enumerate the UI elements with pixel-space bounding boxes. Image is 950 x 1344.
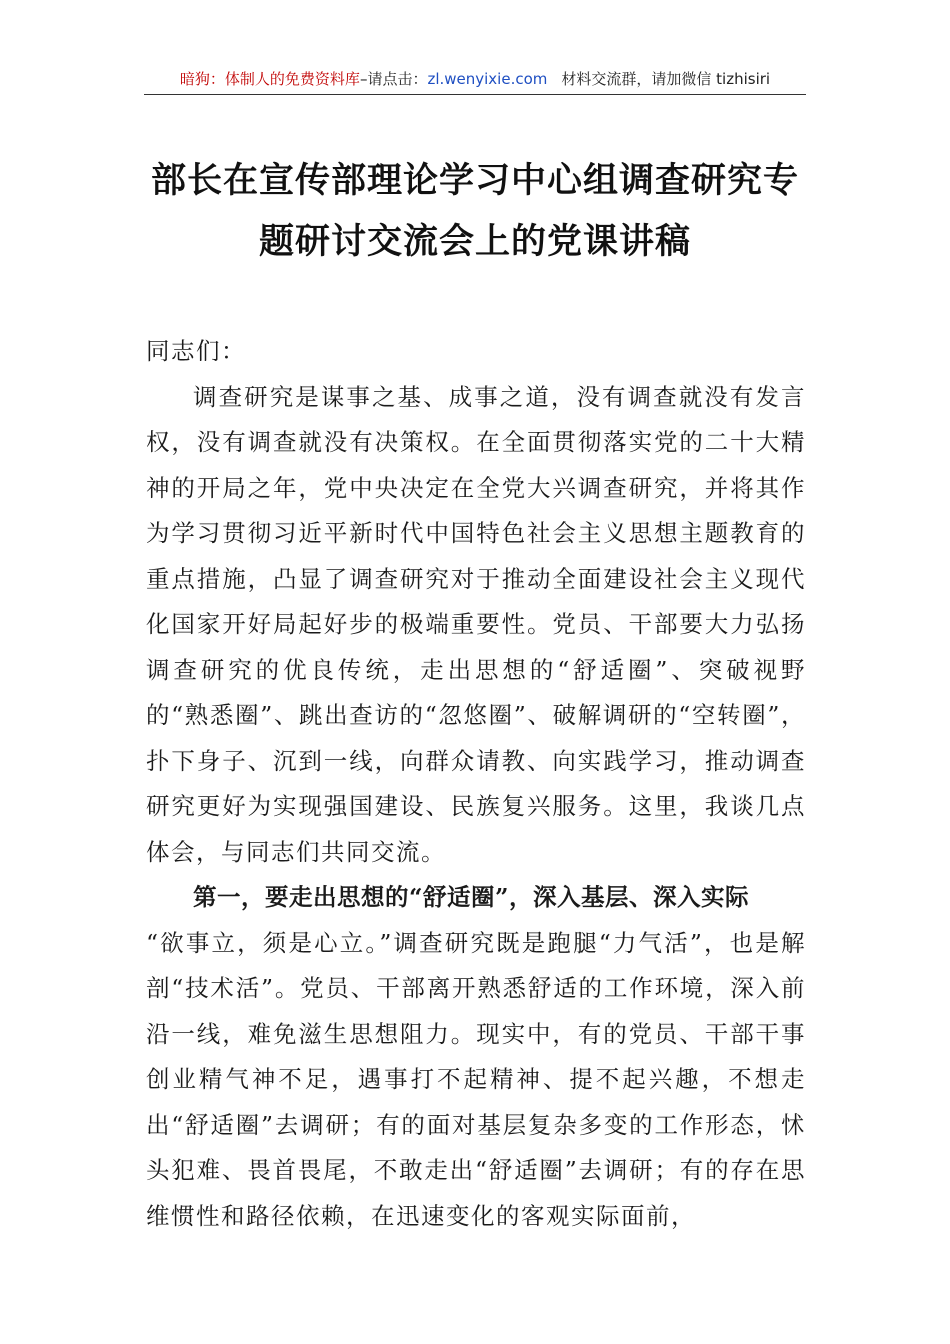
- title-line-1: 部长在宣传部理论学习中心组调查研究专: [150, 160, 799, 201]
- document-title: [144, 150, 806, 272]
- greeting: 同志们：: [146, 337, 246, 365]
- header-link[interactable]: zl.wenyixie.com: [427, 70, 548, 88]
- paragraph-2: “欲事立，须是心立。”调查研究既是跑腿“力气活”，也是解剖“技术活”。党员、干部离开熟悉舒适的工作环境，深入前沿一线，难免滋生思想阻力。现实中，有的党员、干部干事创业精气神不足，遇事打不起精神、提不起兴趣，不想走出“舒适圈”去调研；有的面对基层复杂多变的工作形态，怵头犯难、畏首畏尾，不敢走出“舒适圈”去调研；有的存在思维惯性和路径依赖，在迅速变化的客观实际面前，: [146, 928, 806, 1230]
- header-wechat: 材料交流群，请加微信 tizhisiri: [561, 70, 771, 88]
- paragraph-1: 调查研究是谋事之基、成事之道，没有调查就没有发言权，没有调查就没有决策权。在全面贯彻落实党的二十大精神的开局之年，党中央决定在全党大兴调查研究，并将其作为学习贯彻习近平新时代中国特色社会主义思想主题教育的重点措施，凸显了调查研究对于推动全面建设社会主义现代化国家开好局起好步的极端重要性。党员、干部要大力弘扬调查研究的优良传统，走出思想的“舒适圈”、突破视野的“熟悉圈”、跳出查访的“忽悠圈”、破解调研的“空转圈”，扑下身子、沉到一线，向群众请教、向实践学习，推动调查研究更好为实现强国建设、民族复兴服务。这里，我谈几点体会，与同志们共同交流。: [146, 382, 806, 866]
- title-line-2: 题研讨交流会上的党课讲稿: [258, 221, 691, 262]
- header-separator: –请点击：: [359, 70, 428, 88]
- section-heading-1: 第一，要走出思想的“舒适圈”，深入基层、深入实际: [193, 883, 750, 911]
- page-header: [144, 66, 806, 95]
- header-brand: 暗狗：体制人的免费资料库: [179, 70, 360, 88]
- document-body: [146, 329, 806, 1239]
